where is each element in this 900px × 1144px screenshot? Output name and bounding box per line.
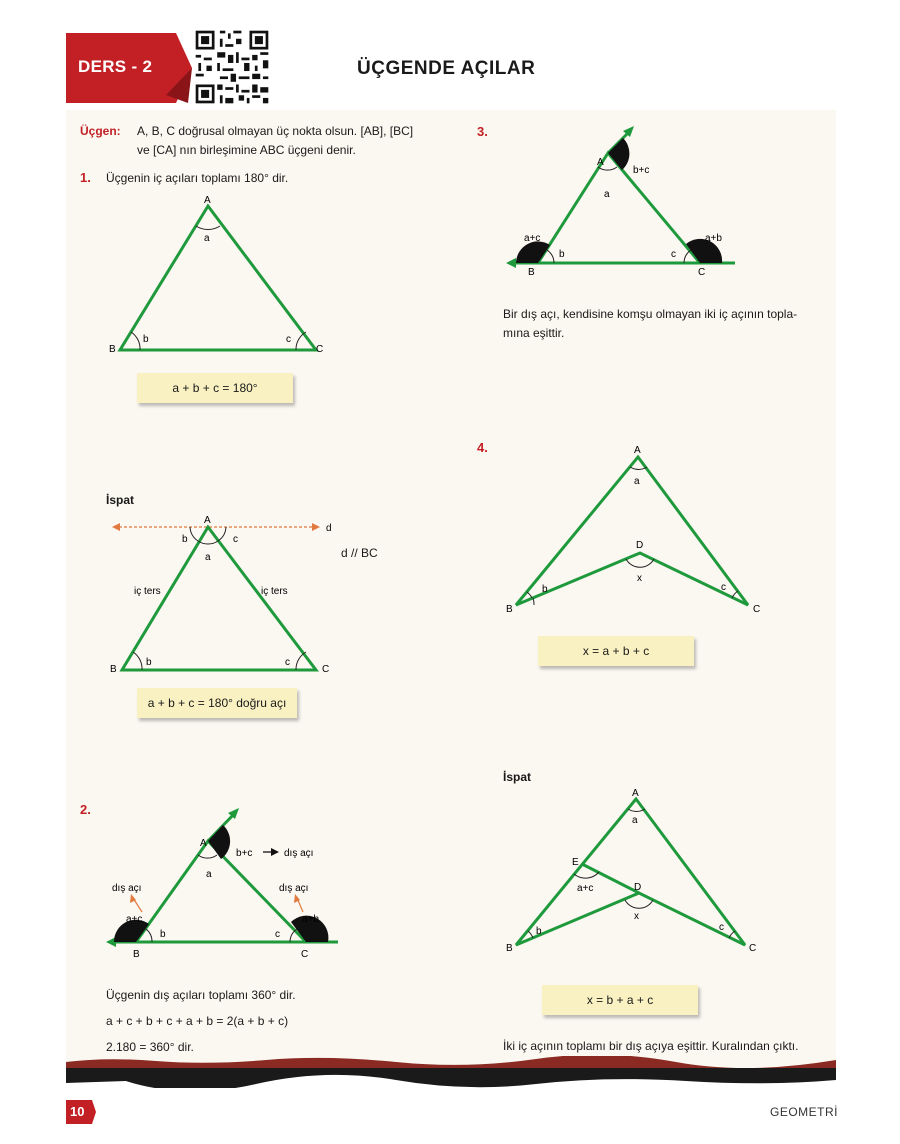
angle-c-label: c (285, 657, 290, 668)
page-number: 10 (70, 1104, 85, 1119)
angle-e-arc (574, 872, 599, 878)
exterior-angle-left-label: dış açı (112, 883, 142, 894)
vertex-b-label: B (133, 949, 140, 960)
vertex-c-label: C (322, 664, 330, 675)
exterior-b-label: a+c (126, 914, 143, 925)
angle-a-arc (196, 226, 220, 230)
exterior-angles-diagram (100, 805, 360, 965)
concave-shape-abdc (516, 457, 748, 605)
exterior-c-label: a+b (705, 233, 722, 244)
section-2-line-2: a + c + b + c + a + b = 2(a + b + c) (106, 1014, 289, 1028)
exterior-b-label: a+c (524, 233, 541, 244)
exterior-angle-top-label: dış açı (284, 848, 314, 859)
section-2-number: 2. (80, 802, 91, 817)
triangle-abc-theorem (538, 153, 700, 263)
vertex-b-label: B (110, 664, 117, 675)
vertex-a-label: A (634, 445, 641, 456)
vertex-a-label: A (204, 195, 211, 206)
page-title: ÜÇGENDE AÇILAR (357, 58, 536, 79)
proof-2-title: İspat (503, 770, 532, 784)
angle-c-label: c (721, 582, 726, 593)
angle-b-arc (528, 931, 533, 938)
section-1-text: Üçgenin iç açıları toplamı 180° dir. (106, 171, 289, 185)
angle-b-label: b (160, 929, 166, 940)
lesson-label: DERS - 2 (78, 57, 153, 76)
concave-shape-abdc-proof (516, 799, 745, 945)
vertex-d-label: D (636, 540, 644, 551)
definition-line-1: A, B, C doğrusal olmayan üç nokta olsun. [AB], [BC] (137, 124, 414, 138)
angle-b-arc (133, 652, 142, 670)
triangle-abc-proof (122, 527, 316, 670)
exterior-angle-a-fill (608, 138, 629, 170)
section-2-line-1: Üçgenin dış açıları toplamı 360° dir. (106, 988, 296, 1002)
triangle-interior-angles-diagram (100, 190, 340, 365)
angle-a-label: a (604, 189, 610, 200)
angle-b-arc (146, 929, 152, 942)
vertex-d-label: D (634, 882, 642, 893)
angle-a-arc (198, 855, 217, 858)
angle-x-label: x (634, 911, 639, 922)
angle-c-top-label: c (233, 534, 238, 545)
vertex-c-label: C (753, 604, 761, 615)
vertex-c-label: C (749, 943, 757, 954)
angle-b-arc-2 (527, 592, 532, 598)
angle-x-label: x (637, 573, 642, 584)
proof-1-diagram (100, 510, 380, 680)
angle-b-top-label: b (182, 534, 188, 545)
exterior-a-label: b+c (236, 848, 253, 859)
angle-c-label: c (286, 334, 291, 345)
vertex-c-label: C (301, 949, 309, 960)
section-3-number: 3. (477, 124, 488, 139)
angle-a-label: a (206, 869, 212, 880)
concave-quadrilateral-diagram (500, 440, 770, 620)
angle-c-label: c (719, 922, 724, 933)
angle-b-label: b (559, 249, 565, 260)
formula-box-1: a + b + c = 180° (137, 373, 293, 403)
vertex-e-label: E (572, 857, 579, 868)
angle-b-label: b (143, 334, 149, 345)
formula-box-4: x = b + a + c (542, 985, 698, 1015)
definition-line-2: ve [CA] nın birleşimine ABC üçgeni denir. (137, 143, 356, 157)
definition-term: Üçgen: (80, 124, 121, 138)
angle-b-label: b (146, 657, 152, 668)
exterior-angle-right-label: dış açı (279, 883, 309, 894)
angle-x-arc (626, 559, 654, 567)
arrow-right-icon (312, 523, 320, 531)
vertex-c-label: C (698, 267, 706, 278)
angle-c-arc (732, 591, 738, 598)
angle-a-label: a (632, 815, 638, 826)
arrow-left-icon (112, 523, 120, 531)
vertex-a-label: A (597, 157, 604, 168)
angle-c-label: c (671, 249, 676, 260)
vertex-a-label: A (200, 838, 207, 849)
angle-a-label: a (634, 476, 640, 487)
footer-subject: GEOMETRİ (770, 1105, 839, 1119)
footer-brush-stroke (66, 1056, 836, 1088)
angle-b-top-arc (190, 527, 198, 541)
vertex-b-label: B (506, 943, 513, 954)
section-1-number: 1. (80, 170, 91, 185)
angle-b-arc (131, 332, 140, 350)
vertex-b-label: B (109, 344, 116, 355)
angle-a-label: a (204, 233, 210, 244)
alternate-angle-left-label: iç ters (134, 586, 161, 597)
exterior-c-label: a+b (302, 914, 319, 925)
parallel-note: d // BC (341, 546, 378, 560)
alternate-angle-right-label: iç ters (261, 586, 288, 597)
angle-c-arc (729, 931, 735, 938)
vertex-a-label: A (632, 788, 639, 799)
exterior-a-label: b+c (633, 165, 650, 176)
section-2-line-3: 2.180 = 360° dir. (106, 1040, 194, 1054)
angle-c-label: c (275, 929, 280, 940)
qr-code-icon[interactable] (193, 28, 271, 106)
vertex-a-label: A (204, 515, 211, 526)
vertex-b-label: B (506, 604, 513, 615)
vertex-c-label: C (316, 344, 324, 355)
angle-x-arc (625, 900, 653, 908)
arrow-right-icon (271, 848, 279, 856)
section-4-number: 4. (477, 440, 488, 455)
arrow-left-icon (506, 258, 516, 268)
angle-b-label: b (542, 584, 548, 595)
proof-1-title: İspat (106, 493, 135, 507)
section-3-line-2: mına eşittir. (503, 326, 565, 340)
angle-c-top-arc (218, 527, 226, 541)
angle-b-label: b (536, 926, 542, 937)
angle-e-label: a+c (577, 883, 594, 894)
exterior-angle-b-fill (516, 241, 550, 263)
section-3-line-1: Bir dış açı, kendisine komşu olmayan iki iç açının topla- (503, 307, 798, 321)
proof-2-conclusion: İki iç açının toplamı bir dış açıya eşittir. Kuralından çıktı. (503, 1039, 799, 1053)
exterior-angle-theorem-diagram (500, 125, 745, 280)
formula-box-2: a + b + c = 180° doğru açı (137, 688, 297, 718)
vertex-b-label: B (528, 267, 535, 278)
angle-b-arc (547, 250, 554, 263)
angle-a-top-label: a (205, 552, 211, 563)
exterior-angle-a-fill (208, 825, 230, 859)
formula-box-3: x = a + b + c (538, 636, 694, 666)
proof-2-diagram (500, 785, 770, 960)
line-d-label: d (326, 523, 332, 534)
